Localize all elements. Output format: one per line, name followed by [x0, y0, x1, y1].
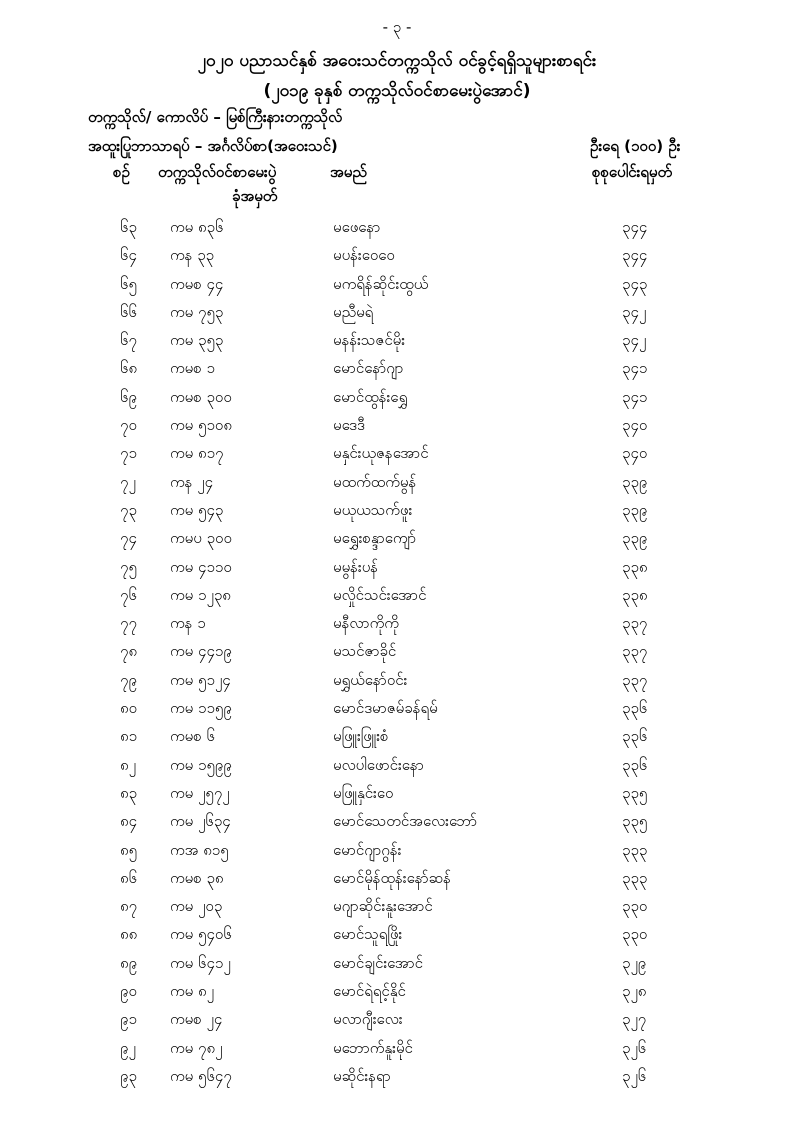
major-line: အထူးပြုဘာသာရပ် – အင်္ဂလိပ်စာ(အဝေးသင်) — [88, 137, 338, 155]
header-roll-number-2: ခုံအမှတ် — [232, 187, 278, 205]
serial-cell: ၈၇ — [120, 897, 138, 916]
roll-number-cell: ကမ ၁၁၅၉ — [170, 699, 232, 718]
serial-cell: ၇၅ — [120, 557, 137, 576]
roll-number-cell: ကမစ ၃၈ — [170, 868, 224, 887]
roll-number-cell: ကမ ၄၁၁၀ — [170, 557, 232, 576]
university-line: တက္ကသိုလ်/ ကောလိပ် – မြစ်ကြီးနားတက္ကသိုလ် — [88, 108, 343, 126]
document-subtitle: (၂၀၁၉ ခုနှစ် တက္ကသိုလ်ဝင်စာမေးပွဲအောင်) — [263, 81, 531, 101]
marks-cell: ၃၃၃ — [622, 840, 648, 859]
serial-cell: ၇၂ — [120, 472, 136, 491]
serial-cell: ၇၁ — [120, 444, 137, 463]
marks-cell: ၃၃၅ — [622, 812, 648, 831]
name-cell: မဂျာဆိုင်းနူးအောင် — [333, 897, 433, 916]
name-cell: မောင်မိုန်ထုန်းနော်ဆန် — [333, 868, 451, 887]
roll-number-cell: ကမ ၈၂ — [170, 982, 214, 1001]
marks-cell: ၃၄၃ — [622, 274, 648, 293]
roll-number-cell: ကမ ၈၁၇ — [170, 444, 224, 463]
roll-number-cell: ကမ ၁၂၃၈ — [170, 585, 231, 604]
table-row — [0, 329, 794, 357]
marks-cell: ၃၃၆ — [622, 699, 648, 718]
roll-number-cell: ကန ၁ — [170, 614, 206, 633]
marks-cell: ၃၃၈ — [622, 557, 648, 576]
table-row — [0, 867, 794, 895]
name-cell: မောင်ဒမာဇမ်ခန်ရမ် — [333, 699, 438, 718]
marks-cell: ၃၄၄ — [622, 246, 648, 265]
table-row — [0, 839, 794, 867]
serial-cell: ၆၉ — [120, 387, 137, 406]
roll-number-cell: ကမ ၂၅၇၂ — [170, 783, 230, 802]
table-row — [0, 357, 794, 385]
name-cell: မဒေဒီ — [333, 416, 365, 435]
serial-cell: ၇၀ — [120, 416, 137, 435]
roll-number-cell: ကမ ၅၄၀၆ — [170, 925, 232, 944]
serial-cell: ၈၀ — [120, 699, 138, 718]
serial-cell: ၉၁ — [120, 1010, 137, 1029]
marks-cell: ၃၄၀ — [622, 444, 648, 463]
name-cell: မောင်ဂျာဂွန်း — [333, 840, 402, 859]
name-cell: မပန်းဝေဝေ — [333, 246, 395, 265]
marks-cell: ၃၃၅ — [622, 783, 648, 802]
table-row — [0, 244, 794, 272]
roll-number-cell: ကမစ ၄၄ — [170, 274, 224, 293]
roll-number-cell: ကမစ ၆ — [170, 727, 215, 746]
name-cell: မထက်ထက်မွန် — [333, 472, 417, 491]
roll-number-cell: ကမပ ၃၀၀ — [170, 529, 232, 548]
serial-cell: ၆၈ — [120, 359, 138, 378]
name-cell: မရွှေးစန္ဒာကျော် — [333, 529, 417, 548]
serial-cell: ၆၄ — [120, 246, 137, 265]
table-row — [0, 697, 794, 725]
roll-number-cell: ကမ ၇၈၂ — [170, 1038, 223, 1057]
table-row — [0, 584, 794, 612]
table-row — [0, 556, 794, 584]
table-row — [0, 216, 794, 244]
marks-cell: ၃၃၆ — [622, 727, 648, 746]
roll-number-cell: ကမ ၅၆၄၇ — [170, 1066, 232, 1085]
marks-cell: ၃၂၆ — [622, 1038, 647, 1057]
table-row — [0, 810, 794, 838]
roll-number-cell: ကမ ၅၄၃ — [170, 500, 224, 519]
roll-number-cell: ကမ ၆၄၁၂ — [170, 953, 231, 972]
serial-cell: ၉၂ — [120, 1038, 136, 1057]
serial-cell: ၇၉ — [120, 670, 137, 689]
name-cell: မနန်းသဇင်မိုး — [333, 331, 406, 350]
marks-cell: ၃၃၉ — [622, 472, 648, 491]
name-cell: မဆိုင်းနရာ — [333, 1066, 391, 1085]
name-cell: မလာဂျီးလေး — [333, 1010, 403, 1029]
marks-cell: ၃၂၉ — [622, 953, 647, 972]
marks-cell: ၃၂၆ — [622, 1066, 647, 1085]
table-row — [0, 895, 794, 923]
serial-cell: ၉၀ — [120, 982, 137, 1001]
table-row — [0, 442, 794, 470]
roll-number-cell: ကမစ ၁ — [170, 359, 215, 378]
serial-cell: ၇၇ — [120, 614, 137, 633]
serial-cell: ၈၈ — [120, 925, 138, 944]
marks-cell: ၃၂၈ — [622, 982, 647, 1001]
table-row — [0, 923, 794, 951]
marks-cell: ၃၃၀ — [622, 925, 648, 944]
name-cell: မဖြူနှင်းဝေ — [333, 783, 394, 802]
serial-cell: ၈၂ — [120, 755, 136, 774]
name-cell: မဘောက်နူးမိုင် — [333, 1038, 413, 1057]
marks-cell: ၃၄၀ — [622, 416, 648, 435]
name-cell: မောင်ချင်းအောင် — [333, 953, 423, 972]
serial-cell: ၉၃ — [120, 1066, 137, 1085]
marks-cell: ၃၄၄ — [622, 218, 648, 236]
serial-cell: ၈၁ — [120, 727, 138, 746]
serial-cell: ၇၃ — [120, 500, 137, 519]
marks-cell: ၃၄၁ — [622, 359, 648, 378]
table-row — [0, 471, 794, 499]
roll-number-cell: ကမစ ၃၀၀ — [170, 387, 232, 406]
table-row — [0, 952, 794, 980]
table-row — [0, 527, 794, 555]
serial-cell: ၆၇ — [120, 331, 137, 350]
serial-cell: ၆၆ — [120, 302, 137, 321]
serial-cell: ၇၄ — [120, 529, 137, 548]
serial-cell: ၇၆ — [120, 585, 137, 604]
quota-line: ဦးရေ (၁၀၀) ဦး — [590, 137, 681, 155]
name-cell: မမွန်းပန် — [333, 557, 379, 576]
marks-cell: ၃၃၉ — [622, 529, 648, 548]
table-row — [0, 725, 794, 753]
serial-cell: ၈၅ — [120, 840, 138, 859]
table-row — [0, 1008, 794, 1036]
table-row — [0, 640, 794, 668]
name-cell: မောင်သူရဖြိုး — [333, 925, 403, 944]
roll-number-cell: ကမ ၄၄၁၉ — [170, 642, 232, 661]
name-cell: မောင်ထွန်းရွှေ — [333, 387, 408, 406]
name-cell: မနှင်းယုဇနအောင် — [333, 444, 429, 463]
table-row — [0, 980, 794, 1008]
roll-number-cell: ကမစ ၂၄ — [170, 1010, 223, 1029]
marks-cell: ၃၃၃ — [622, 868, 648, 887]
marks-cell: ၃၃၉ — [622, 500, 648, 519]
table-row — [0, 754, 794, 782]
marks-cell: ၃၃၇ — [622, 670, 648, 689]
name-cell: မလပါဖောင်းနော — [333, 755, 424, 774]
serial-cell: ၇၈ — [120, 642, 138, 661]
table-row — [0, 414, 794, 442]
name-cell: မနီလာကိုကို — [333, 614, 399, 633]
roll-number-cell: ကမ ၈၃၆ — [170, 218, 224, 236]
roll-number-cell: ကမ ၁၅၉၉ — [170, 755, 232, 774]
name-cell: မယုယသက်ဖူး — [333, 500, 413, 519]
marks-cell: ၃၃၇ — [622, 642, 648, 661]
table-row — [0, 782, 794, 810]
table-row — [0, 1065, 794, 1093]
roll-number-cell: ကမ ၇၅၃ — [170, 302, 224, 321]
roll-number-cell: ကအ ၈၁၅ — [170, 840, 229, 859]
marks-cell: ၃၄၂ — [622, 331, 647, 350]
marks-cell: ၃၄၂ — [622, 302, 647, 321]
marks-cell: ၃၃၇ — [622, 614, 648, 633]
serial-cell: ၈၆ — [120, 868, 138, 887]
marks-cell: ၃၂၇ — [622, 1010, 647, 1029]
header-serial: စဉ် — [113, 163, 130, 181]
marks-cell: ၃၃၀ — [622, 897, 648, 916]
header-name: အမည် — [330, 163, 367, 181]
name-cell: မသင်ဇာခိုင် — [333, 642, 397, 661]
table-row — [0, 273, 794, 301]
roll-number-cell: ကမ ၅၁၂၄ — [170, 670, 231, 689]
student-list — [0, 216, 794, 1093]
table-row — [0, 301, 794, 329]
name-cell: မောင်ရဲရင့်နိုင် — [333, 982, 406, 1001]
table-row — [0, 612, 794, 640]
marks-cell: ၃၃၆ — [622, 755, 648, 774]
page-number: - ၃ - — [382, 18, 412, 36]
serial-cell: ၈၃ — [120, 783, 138, 802]
table-row — [0, 669, 794, 697]
serial-cell: ၈၄ — [120, 812, 138, 831]
marks-cell: ၃၄၁ — [622, 387, 648, 406]
serial-cell: ၆၅ — [120, 274, 137, 293]
marks-cell: ၃၃၈ — [622, 585, 648, 604]
roll-number-cell: ကန ၃၃ — [170, 246, 215, 265]
roll-number-cell: ကမ ၃၅၃ — [170, 331, 224, 350]
roll-number-cell: ကမ ၂၀၃ — [170, 897, 223, 916]
name-cell: မောင်သေတင်အလေးဘော် — [333, 812, 478, 831]
name-cell: မညီမရဲ — [333, 302, 374, 321]
table-row — [0, 386, 794, 414]
roll-number-cell: ကန ၂၄ — [170, 472, 214, 491]
document-title: ၂၀၂၀ ပညာသင်နှစ် အဝေးသင်တက္ကသိုလ် ဝင်ခွင့်ရရှိသူများစာရင်း — [197, 51, 597, 71]
name-cell: မကရိန်ဆိုင်းထွယ် — [333, 274, 429, 293]
name-cell: မဖေနော — [333, 218, 381, 236]
name-cell: မလှိုင်သင်းအောင် — [333, 585, 427, 604]
header-marks: စုစုပေါင်းရမှတ် — [592, 163, 673, 181]
serial-cell: ၈၉ — [120, 953, 138, 972]
table-row — [0, 1037, 794, 1065]
name-cell: မရွှယ်နော်ဝင်း — [333, 670, 408, 689]
name-cell: မောင်နော်ဂျာ — [333, 359, 404, 378]
roll-number-cell: ကမ ၅၁၀၈ — [170, 416, 232, 435]
name-cell: မဖြူးဖြူးစံ — [333, 727, 389, 746]
roll-number-cell: ကမ ၂၆၃၄ — [170, 812, 231, 831]
header-roll-number: တက္ကသိုလ်ဝင်စာမေးပွဲ — [158, 163, 277, 181]
table-row — [0, 499, 794, 527]
serial-cell: ၆၃ — [120, 218, 137, 236]
